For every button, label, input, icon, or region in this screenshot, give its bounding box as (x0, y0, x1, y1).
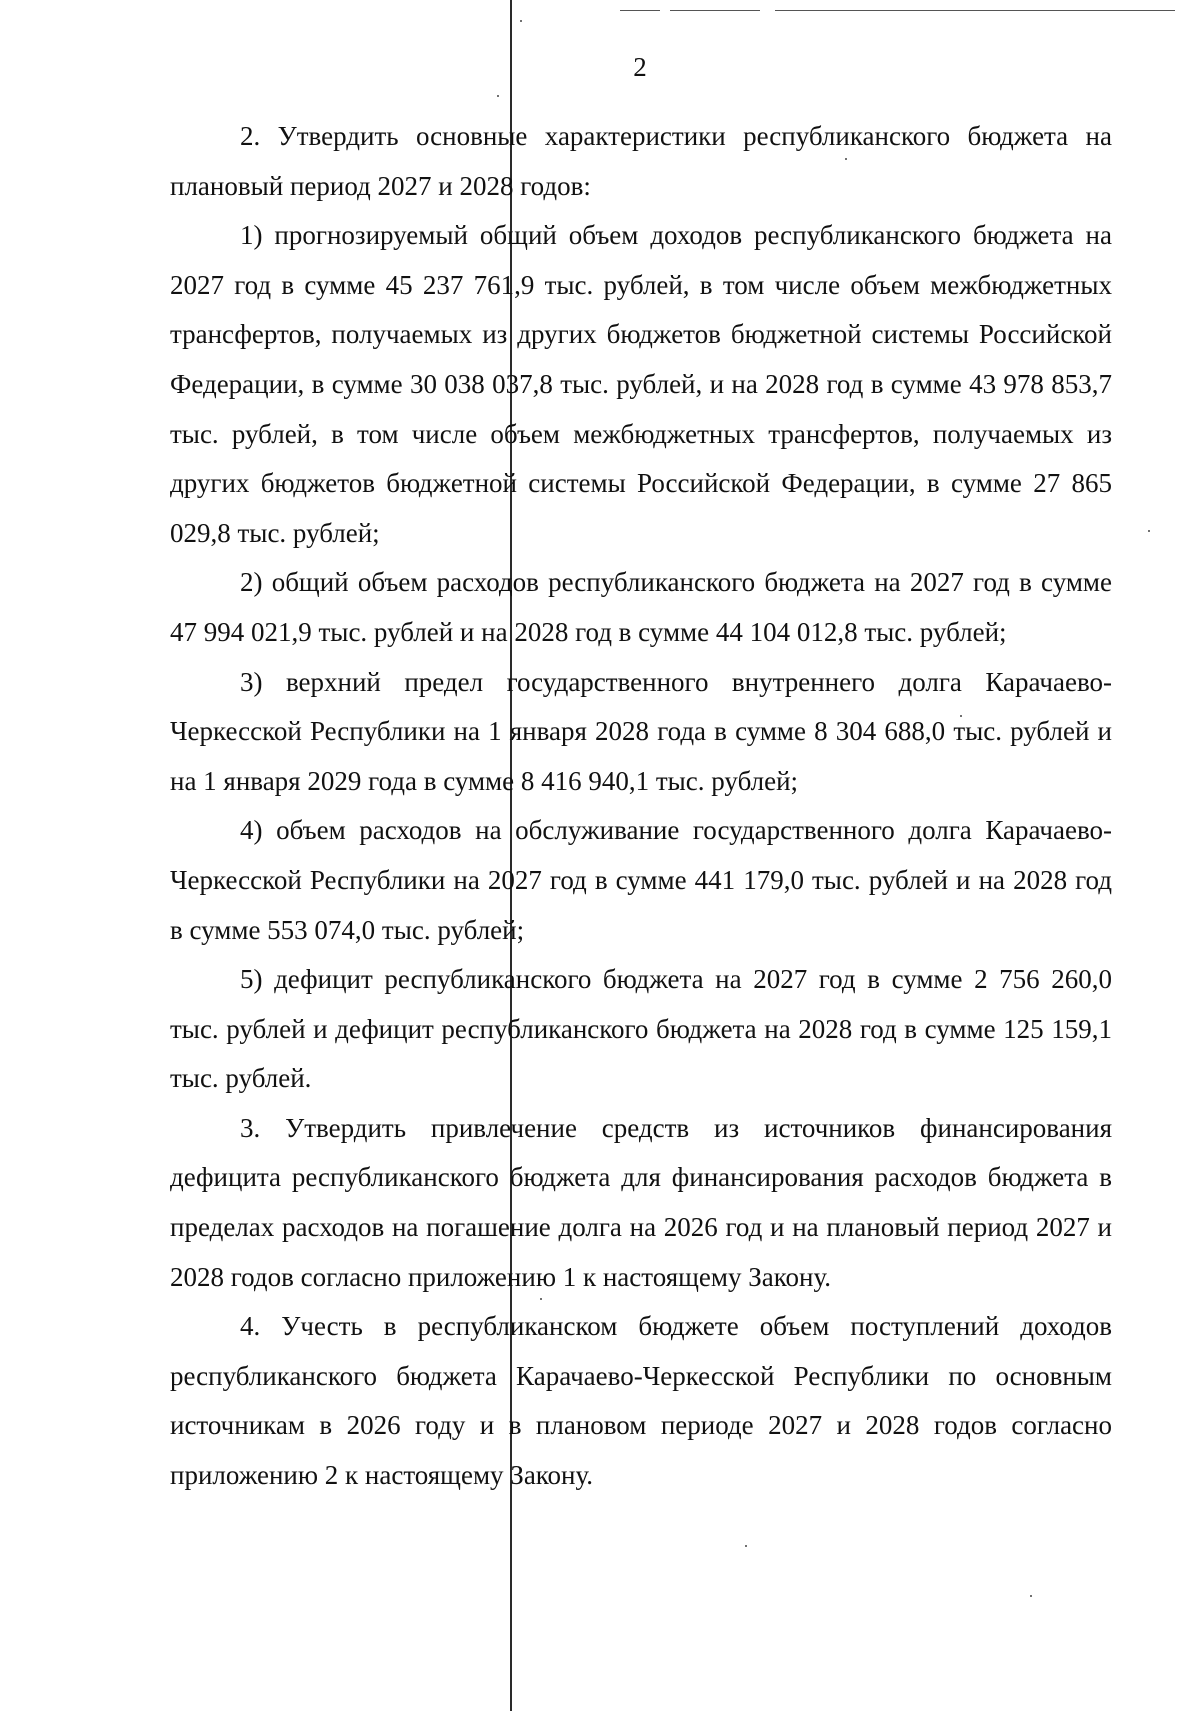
document-body (170, 112, 1112, 1501)
paragraph: 2) общий объем расходов республиканского бюджета на 2027 год в сумме 47 994 021,9 тыс. рублей и на 2028 год в сумме 44 104 012,8 тыс. рублей; (170, 567, 1112, 647)
paragraph: 3) верхний предел государственного внутреннего долга Карачаево-Черкесской Республики на 1 января 2028 года в сумме 8 304 688,0 тыс. рублей и на 1 января 2029 года в сумме 8 416 940,1 тыс. рублей; (170, 666, 1112, 796)
scan-rule-mark (775, 10, 1175, 11)
paragraph: 2. Утвердить основные характеристики республиканского бюджета на плановый период 2027 и 2028 годов: (170, 121, 1112, 201)
scan-rule-mark (670, 10, 760, 11)
paragraph: 3. Утвердить привлечение средств из источников финансирования дефицита республиканского бюджета для финансирования расходов бюджета в пределах расходов на погашение долга на 2026 год и на плановый период 2027 и 2028 годов согласно приложению 1 к настоящему Закону. (170, 1112, 1112, 1292)
paragraph: 5) дефицит республиканского бюджета на 2027 год в сумме 2 756 260,0 тыс. рублей и дефицит республиканского бюджета на 2028 год в сумме 125 159,1 тыс. рублей. (170, 964, 1112, 1094)
scan-speck (497, 95, 499, 97)
scan-speck (520, 20, 522, 22)
scan-speck (1148, 530, 1150, 532)
paragraph: 4) объем расходов на обслуживание государственного долга Карачаево-Черкесской Республики на 2027 год в сумме 441 179,0 тыс. рублей и на 2028 год в сумме 553 074,0 тыс. рублей; (170, 815, 1112, 945)
page-number: 2 (633, 52, 647, 82)
scan-speck (745, 1545, 747, 1547)
paragraph: 4. Учесть в республиканском бюджете объем поступлений доходов республиканского бюджета Карачаево-Черкесской Республики по основным источникам в 2026 году и в плановом периоде 2027 и 2028 годов согласно приложению 2 к настоящему Закону. (170, 1311, 1112, 1491)
paragraph: 1) прогнозируемый общий объем доходов республиканского бюджета на 2027 год в сумме 45 237 761,9 тыс. рублей, в том числе объем межбюджетных трансфертов, получаемых из других бюджетов бюджетной системы Российской Федерации, в сумме 30 038 037,8 тыс. рублей, и на 2028 год в сумме 43 978 853,7 тыс. рублей, в том числе объем межбюджетных трансфертов, получаемых из других бюджетов бюджетной системы Российской Федерации, в сумме 27 865 029,8 тыс. рублей; (170, 220, 1112, 548)
scan-speck (1030, 1595, 1032, 1597)
scan-rule-mark (620, 10, 660, 11)
